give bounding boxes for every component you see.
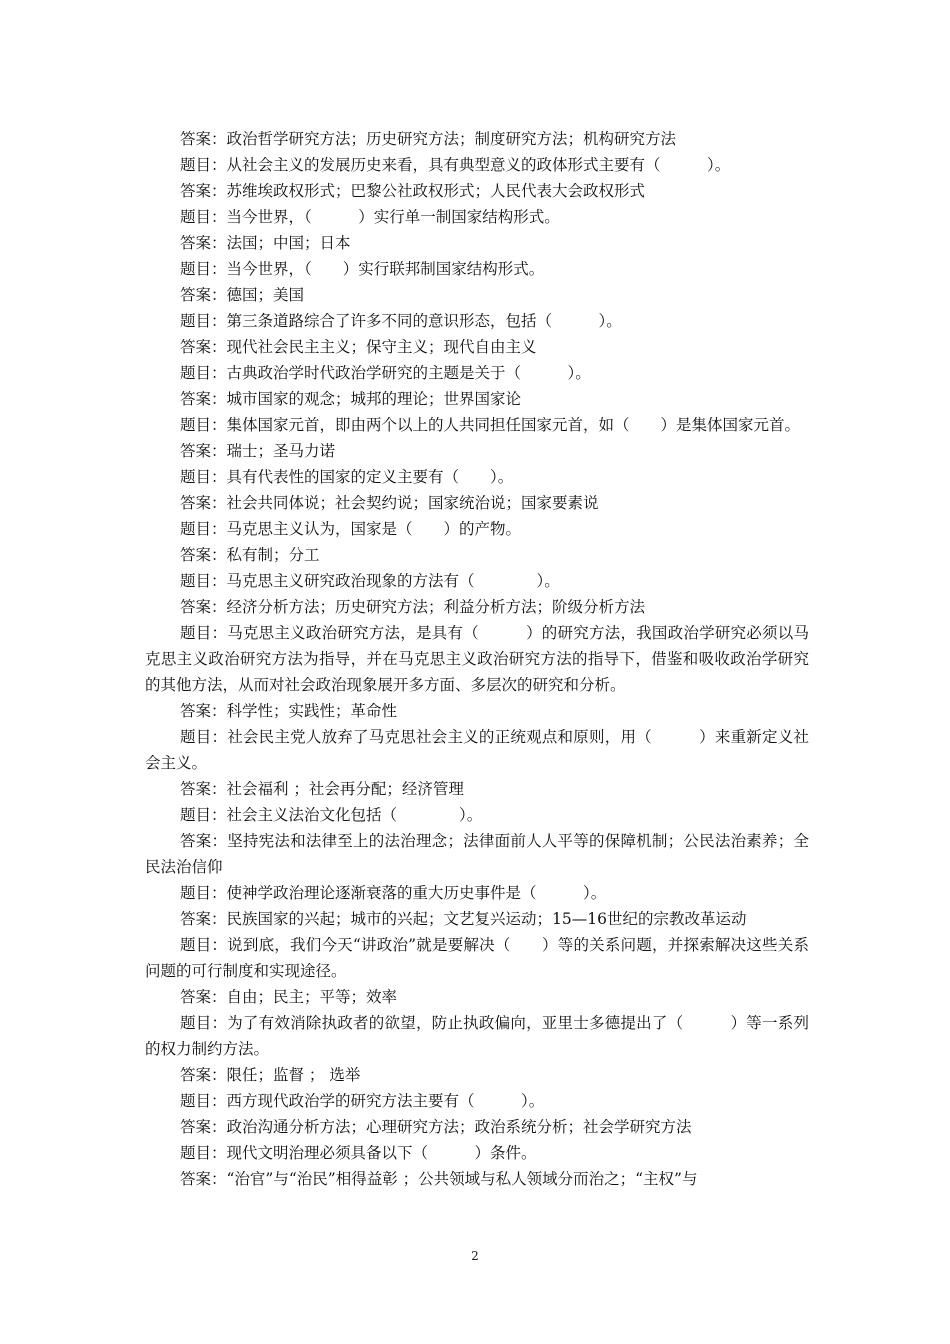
answer-paragraph: 答案：私有制；分工 (180, 546, 320, 564)
question-paragraph: 题目：马克思主义研究政治现象的方法有（ ）。 (180, 572, 560, 590)
question-paragraph: 题目：使神学政治理论逐渐衰落的重大历史事件是（ ）。 (180, 884, 607, 902)
answer-paragraph: 答案：经济分析方法；历史研究方法；利益分析方法；阶级分析方法 (180, 598, 646, 616)
question-paragraph: 题目：具有代表性的国家的定义主要有（ ）。 (180, 468, 514, 486)
answer-paragraph: 答案：瑞士；圣马力诺 (180, 442, 336, 460)
question-paragraph: 题目：马克思主义认为，国家是（ ）的产物。 (180, 520, 522, 538)
answer-paragraph: 答案：社会福利 ；社会再分配；经济管理 (180, 780, 464, 798)
question-paragraph: 题目：从社会主义的发展历史来看，具有典型意义的政体形式主要有（ ）。 (180, 156, 731, 174)
answer-paragraph: 答案：科学性；实践性；革命性 (180, 702, 398, 720)
question-paragraph: 题目：当今世界，（ ）实行单一制国家结构形式。 (180, 208, 560, 226)
question-paragraph: 题目：第三条道路综合了许多不同的意识形态，包括（ ）。 (180, 312, 622, 330)
answer-paragraph: 答案：社会共同体说；社会契约说；国家统治说；国家要素说 (180, 494, 599, 512)
answer-paragraph: 答案：德国；美国 (180, 286, 305, 304)
answer-paragraph: 答案：法国；中国；日本 (180, 234, 351, 252)
page-number: 2 (471, 1249, 479, 1263)
question-paragraph: 题目：社会主义法治文化包括（ ）。 (180, 806, 483, 824)
question-paragraph: 题目：为了有效消除执政者的欲望，防止执政偏向，亚里士多德提出了（ ）等一系列的权力制约方法。 (145, 1014, 809, 1058)
answer-paragraph: 答案：自由；民主；平等；效率 (180, 988, 398, 1006)
answer-paragraph: 答案：苏维埃政权形式；巴黎公社政权形式；人民代表大会政权形式 (180, 182, 646, 200)
question-paragraph: 题目：西方现代政治学的研究方法主要有（ ）。 (180, 1092, 545, 1110)
answer-paragraph: 答案：“治官”与“治民”相得益彰 ；公共领域与私人领域分而治之；“主权”与 (180, 1170, 698, 1188)
document-body (145, 126, 809, 1192)
answer-paragraph: 答案：限任；监督 ； 选举 (180, 1066, 361, 1084)
answer-paragraph: 答案：民族国家的兴起；城市的兴起；文艺复兴运动；15—16世纪的宗教改革运动 (180, 910, 747, 928)
answer-paragraph: 答案：现代社会民主主义；保守主义；现代自由主义 (180, 338, 537, 356)
question-paragraph: 题目：集体国家元首，即由两个以上的人共同担任国家元首，如（ ）是集体国家元首。 (180, 416, 801, 434)
answer-paragraph: 答案：政治沟通分析方法；心理研究方法；政治系统分析；社会学研究方法 (180, 1118, 692, 1136)
question-paragraph: 题目：说到底，我们今天“讲政治”就是要解决（ ）等的关系问题，并探索解决这些关系问题的可行制度和实现途径。 (145, 936, 809, 980)
answer-paragraph: 答案：坚持宪法和法律至上的法治理念；法律面前人人平等的保障机制；公民法治素养；全民法治信仰 (145, 832, 809, 876)
question-paragraph: 题目：社会民主党人放弃了马克思社会主义的正统观点和原则，用（ ）来重新定义社会主义。 (145, 728, 809, 772)
question-paragraph: 题目：现代文明治理必须具备以下（ ）条件。 (180, 1144, 537, 1162)
question-paragraph: 题目：古典政治学时代政治学研究的主题是关于（ ）。 (180, 364, 591, 382)
answer-paragraph: 答案：政治哲学研究方法；历史研究方法；制度研究方法；机构研究方法 (180, 130, 677, 148)
question-paragraph: 题目：马克思主义政治研究方法，是具有（ ）的研究方法，我国政治学研究必须以马克思主义政治研究方法为指导，并在马克思主义政治研究方法的指导下，借鉴和吸收政治学研究的其他方法，从而对社会政治现象展开多方面、多层次的研究和分析。 (145, 624, 809, 694)
answer-paragraph: 答案：城市国家的观念；城邦的理论；世界国家论 (180, 390, 522, 408)
question-paragraph: 题目：当今世界，（ ）实行联邦制国家结构形式。 (180, 260, 545, 278)
